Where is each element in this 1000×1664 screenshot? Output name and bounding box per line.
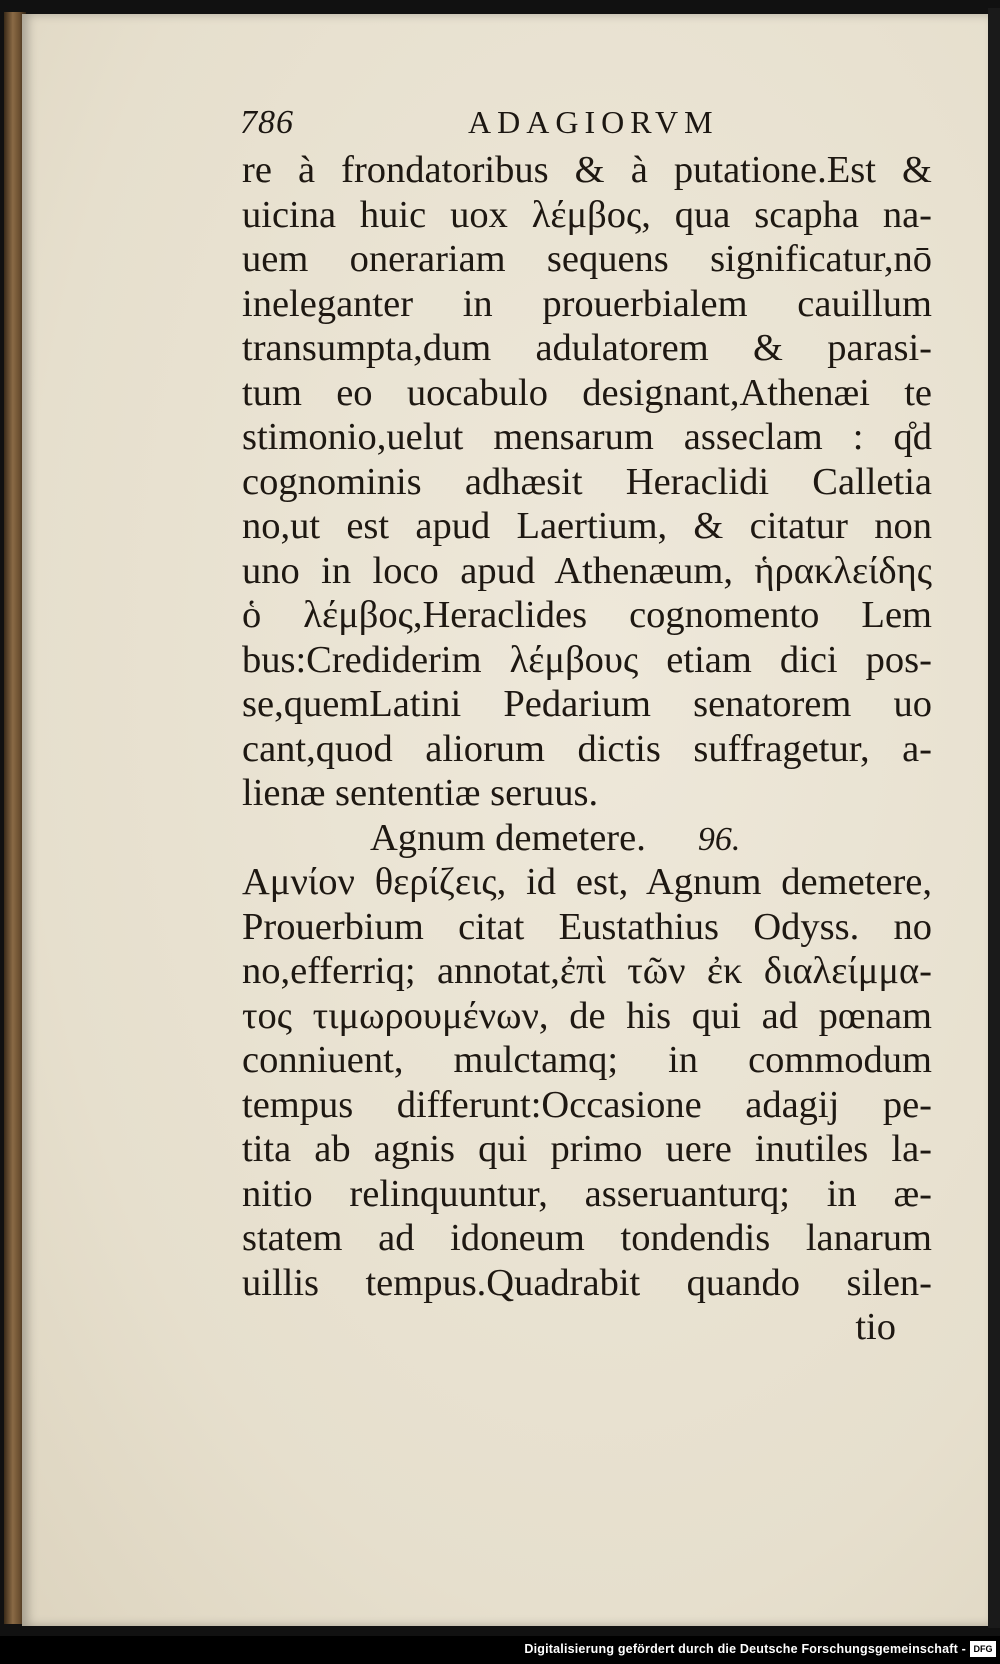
text-line: tum eo uocabulo designant,Athenæi te: [242, 371, 932, 414]
text-line: no,ut est apud Laertium, & citatur non: [242, 505, 932, 547]
text-line: tita ab agnis qui primo uere inutiles la-: [242, 1128, 932, 1170]
page-shadow: [988, 8, 1000, 1628]
section-heading: [242, 816, 932, 861]
funding-credit: Digitalisierung gefördert durch die Deutsche Forschungsgemeinschaft -: [524, 1642, 966, 1656]
text-line: transumpta,dum adulatorem & parasi-: [242, 327, 932, 369]
text-line: uem onerariam sequens significatur,nō: [242, 238, 932, 280]
text-line: nitio relinquuntur, asseruanturq; in æ-: [242, 1172, 932, 1215]
page-header: [240, 104, 940, 148]
text-line: uno in loco apud Athenæum, ἡρακλείδης: [242, 549, 932, 592]
text-line: no,efferriq; annotat,ἐπὶ τῶν ἐκ διαλείμμα-: [242, 950, 932, 992]
section-number: 96.: [697, 820, 741, 858]
text-line: bus:Crediderim λέμβους etiam dici pos-: [242, 638, 932, 681]
footer-bar: [0, 1636, 1000, 1664]
text-line: ineleganter in prouerbialem cauillum: [242, 282, 932, 325]
folio-number: 786: [240, 104, 294, 141]
text-line: stimonio,uelut mensarum asseclam : q̊d: [242, 416, 932, 458]
text-line: Αμνίον θερίζεις, id est, Agnum demetere,: [242, 861, 932, 903]
text-line: ὁ λέμβος,Heraclides cognomento Lem: [242, 594, 932, 636]
text-line: uicina huic uox λέμβος, qua scapha na-: [242, 193, 932, 236]
running-head: ADAGIORVM: [468, 104, 719, 140]
dfg-logo: DFG: [970, 1641, 996, 1657]
text-line: τος τιμωρουμένων, de his qui ad pœnam: [242, 994, 932, 1037]
text-line: conniuent, mulctamq; in commodum: [242, 1039, 932, 1081]
text-line: cognominis adhæsit Heraclidi Calletia: [242, 460, 932, 503]
section-title: Agnum demetere.: [370, 816, 646, 859]
text-line: lienæ sententiæ seruus.: [242, 772, 599, 814]
text-block: [242, 148, 932, 1350]
text-line: Prouerbium citat Eustathius Odyss. no: [242, 905, 932, 948]
text-line: tempus differunt:Occasione adagij pe-: [242, 1083, 932, 1126]
text-line: re à frondatoribus & à putatione.Est &: [242, 149, 932, 191]
text-line: cant,quod aliorum dictis suffragetur, a-: [242, 727, 932, 770]
text-line: uillis tempus.Quadrabit quando silen-: [242, 1261, 932, 1304]
catchword: tio: [855, 1306, 896, 1348]
text-line: statem ad idoneum tondendis lanarum: [242, 1217, 932, 1259]
text-line: se,quemLatini Pedarium senatorem uo: [242, 683, 932, 725]
